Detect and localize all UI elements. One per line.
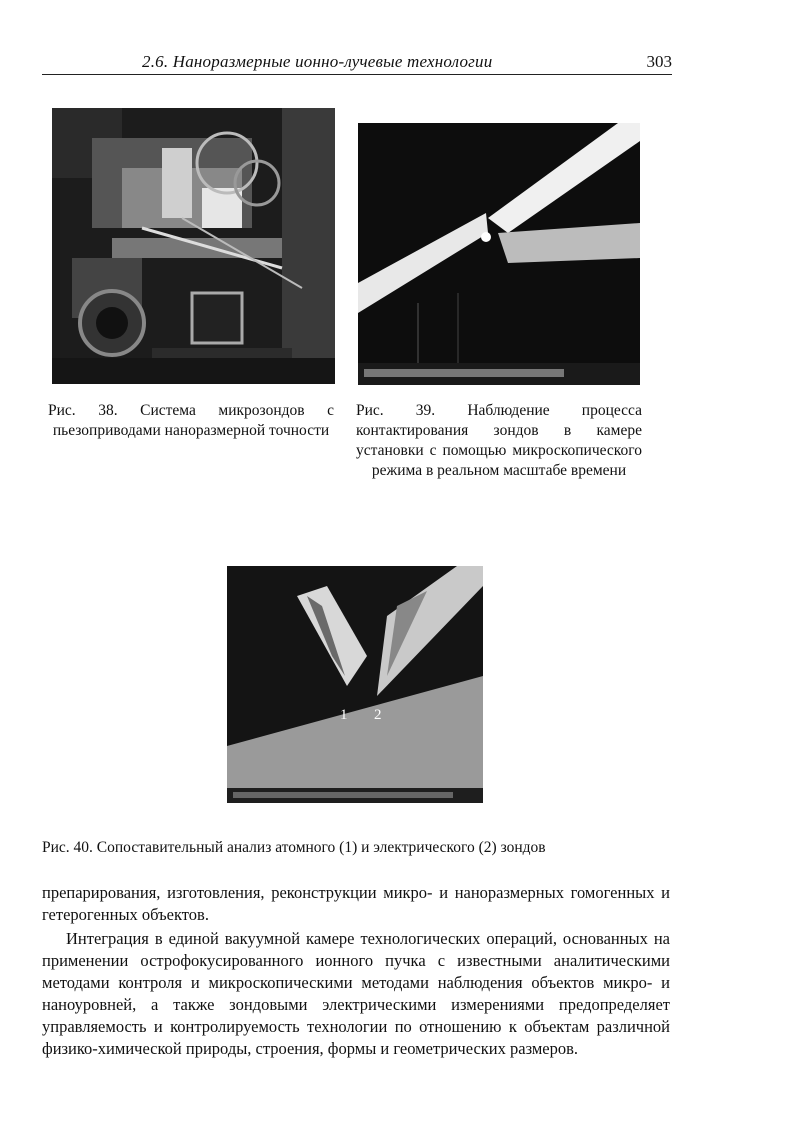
figure-39-sem-image xyxy=(358,123,640,385)
figure-39-caption: Рис. 39. Наблюдение процесса контактирования зондов в камере установки с помощью микроскопического режима в реальном масштабе времени xyxy=(356,402,642,479)
body-paragraph-1: препарирования, изготовления, реконструкции микро- и наноразмерных гомогенных и гетерогенных объектов. xyxy=(42,883,670,924)
figure-40-caption: Рис. 40. Сопоставительный анализ атомного (1) и электрического (2) зондов xyxy=(42,839,546,856)
body-paragraph-2: Интеграция в единой вакуумной камере технологических операций, основанных на применении острофокусированного ионного пучка с известными аналитическими методами контроля и микроскопическими методами наблюдения объектов микро- и наноуровней, а также зондовыми электрическими измерениями предопределяет управляемость и контролируемость технологии по отношению к объектам различной физико-химической природы, строения, формы и геометрических размеров. xyxy=(42,929,670,1058)
section-title: 2.6. Наноразмерные ионно-лучевые технологии xyxy=(142,52,493,71)
figure-38-photo xyxy=(52,108,335,384)
page-number: 303 xyxy=(646,52,672,71)
probe-label-1: 1 xyxy=(340,707,348,723)
figure-38-caption: Рис. 38. Система микрозондов с пьезоприводами наноразмерной точности xyxy=(48,402,334,439)
probe-label-2: 2 xyxy=(374,707,382,723)
figure-40-sem-image xyxy=(227,566,483,803)
running-header xyxy=(42,50,672,75)
